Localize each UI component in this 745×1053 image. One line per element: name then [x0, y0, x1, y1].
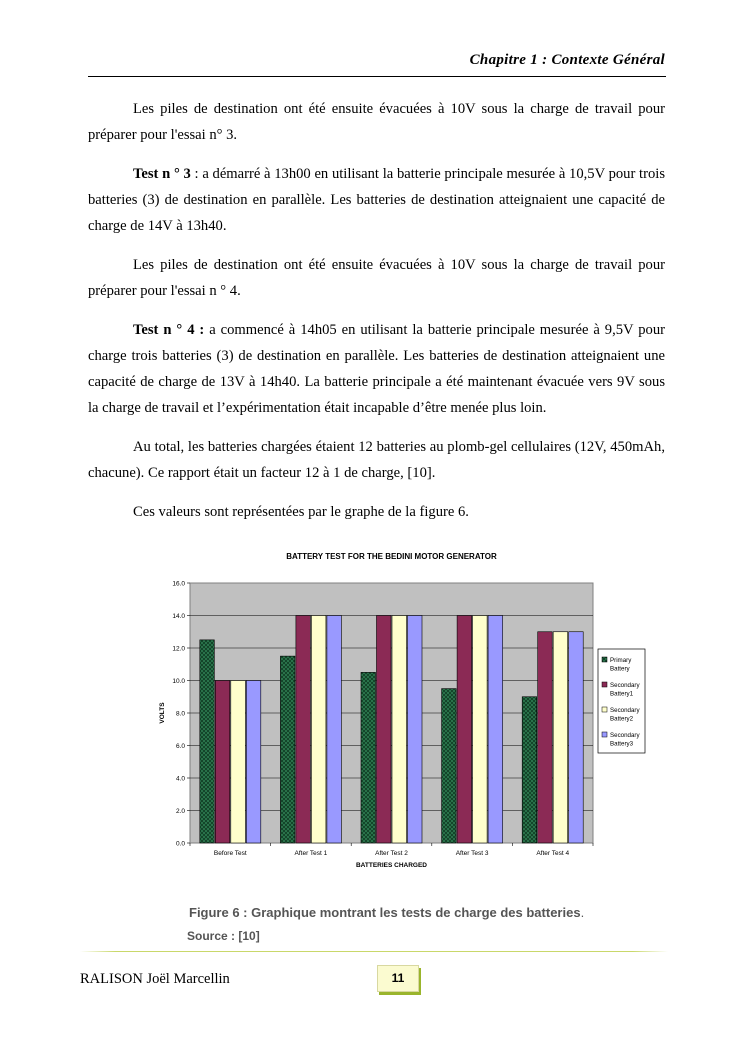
legend-label: Secondary: [610, 732, 640, 739]
y-tick-label: 10.0: [172, 678, 185, 685]
x-axis-label: BATTERIES CHARGED: [355, 862, 428, 869]
legend-label: Battery1: [610, 690, 634, 698]
legend-label: Secondary: [610, 682, 640, 689]
bar-secondary-battery1: [457, 616, 472, 844]
paragraph: Test n ° 4 : a commencé à 14h05 en utilisant la batterie principale mesurée à 9,5V pour charge trois batteries (3) de destination en parallèle. Les batteries de destination atteignaient une capacité de charge de 13V à 14h40. La batterie principale a été maintenant évacuée vers 9V sous la charge de travail et l’expérimentation était incapable d’être menée plus loin.: [88, 322, 665, 416]
bar-primary-battery: [200, 640, 215, 843]
bar-secondary-battery1: [296, 616, 311, 844]
page-number: 11: [377, 965, 419, 992]
legend-swatch: [602, 682, 607, 687]
bar-secondary-battery3: [569, 632, 584, 843]
bar-secondary-battery1: [377, 616, 392, 844]
legend-swatch: [602, 657, 607, 662]
legend-label: Battery2: [610, 715, 634, 723]
bar-secondary-battery2: [392, 616, 407, 844]
paragraph: Au total, les batteries chargées étaient 12 batteries au plomb-gel cellulaires (12V, 450mAh, chacune). Ce rapport était un facteur 12 à 1 de charge, [10].: [88, 439, 665, 481]
footer-divider: [80, 951, 668, 952]
figure-caption: Figure 6 : Graphique montrant les tests de charge des batteries.: [189, 905, 585, 920]
body-text: [88, 96, 665, 525]
chapter-header: Chapitre 1 : Contexte Général: [469, 52, 665, 68]
y-tick-label: 2.0: [175, 808, 185, 815]
bar-secondary-battery2: [553, 632, 568, 843]
x-tick-label: After Test 2: [375, 850, 408, 857]
y-tick-label: 6.0: [175, 743, 185, 750]
chart-title: BATTERY TEST FOR THE BEDINI MOTOR GENERATOR: [286, 552, 497, 561]
bar-secondary-battery2: [473, 616, 488, 844]
y-tick-label: 16.0: [172, 580, 185, 588]
bar-primary-battery: [361, 672, 376, 843]
bar-secondary-battery2: [231, 681, 246, 844]
bar-secondary-battery2: [311, 616, 326, 844]
x-tick-label: After Test 1: [294, 850, 328, 857]
paragraph: Les piles de destination ont été ensuite évacuées à 10V sous la charge de travail pour préparer pour l'essai n° 3.: [88, 101, 665, 143]
y-tick-label: 0.0: [175, 840, 185, 848]
bar-primary-battery: [442, 689, 457, 843]
bar-secondary-battery3: [488, 616, 503, 844]
y-tick-label: 14.0: [172, 613, 185, 620]
bar-secondary-battery3: [246, 681, 260, 844]
bar-secondary-battery1: [215, 681, 230, 844]
paragraph: Les piles de destination ont été ensuite évacuées à 10V sous la charge de travail pour préparer pour l'essai n ° 4.: [88, 257, 665, 299]
bar-secondary-battery1: [538, 632, 553, 843]
chart-svg: [150, 545, 650, 875]
bar-secondary-battery3: [408, 616, 423, 844]
y-tick-label: 4.0: [175, 775, 185, 783]
battery-chart: [150, 545, 650, 875]
bar-primary-battery: [280, 656, 295, 843]
bar-secondary-battery3: [327, 616, 342, 844]
y-tick-label: 12.0: [172, 645, 185, 653]
bar-primary-battery: [522, 697, 537, 843]
header-divider: [88, 76, 666, 77]
x-tick-label: After Test 3: [455, 850, 489, 857]
x-tick-label: Before Test: [213, 850, 247, 857]
y-axis-label: VOLTS: [159, 702, 166, 724]
legend-swatch: [602, 707, 607, 712]
legend-swatch: [602, 732, 607, 737]
legend-label: Battery: [610, 665, 630, 673]
legend-label: Battery3: [610, 740, 634, 748]
x-tick-label: After Test 4: [536, 850, 570, 857]
y-tick-label: 8.0: [175, 710, 185, 718]
figure-source: Source : [10]: [187, 929, 260, 943]
legend-label: Secondary: [610, 707, 640, 714]
footer-author: RALISON Joël Marcellin: [80, 971, 230, 987]
paragraph: Test n ° 3 : a démarré à 13h00 en utilisant la batterie principale mesurée à 10,5V pour trois batteries (3) de destination en parallèle. Les batteries de destination atteignaient une capacité de charge de 14V à 13h40.: [88, 166, 665, 234]
paragraph: Ces valeurs sont représentées par le graphe de la figure 6.: [133, 504, 469, 520]
legend-label: Primary: [610, 657, 632, 664]
